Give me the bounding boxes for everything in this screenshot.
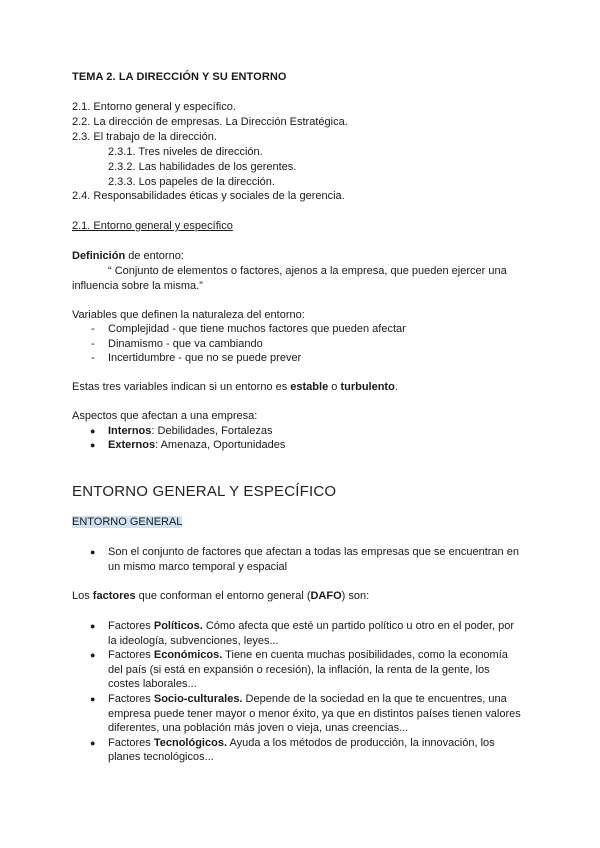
aspect-text: : Amenaza, Oportunidades (155, 439, 286, 451)
factor-text: Tiene en cuenta muchas posibilidades, como la economía (222, 649, 508, 661)
bullet-marker: ● (90, 426, 96, 436)
dafo-term: DAFO (310, 590, 342, 602)
factor-prefix: Factores (108, 620, 154, 632)
factor-item (108, 692, 526, 707)
toc-item: 2.1. Entorno general y específico. (72, 101, 236, 113)
factor-item (108, 648, 526, 663)
general-bullet-line: Son el conjunto de factores que afectan a todas las empresas que se encuentran en (108, 546, 519, 558)
factor-text: Ayuda a los métodos de producción, la innovación, los (227, 737, 495, 749)
document-title: TEMA 2. LA DIRECCIÓN Y SU ENTORNO (72, 71, 287, 83)
factor-name: Tecnológicos. (153, 737, 227, 749)
factor-text-line: la ideología, subvenciones, leyes... (108, 635, 279, 647)
factor-prefix: Factores (108, 737, 154, 749)
factores-term: factores (92, 590, 136, 602)
factor-text-line: planes tecnológicos... (108, 751, 214, 763)
factor-text: Depende de la sociedad en la que te encuentres, una (242, 693, 507, 705)
factor-text-line: costes laborales... (108, 678, 197, 690)
dafo-text: que conforman el entorno general ( (135, 590, 311, 602)
dafo-text: ) son: (341, 590, 370, 602)
stable-term: estable (290, 381, 329, 393)
dash-marker: - (91, 352, 95, 364)
toc-subitem: 2.3.1. Tres niveles de dirección. (108, 146, 263, 158)
conclusion-text: . (394, 381, 398, 393)
factor-text-line: del país (si está en expansión o recesión), la inflación, la renta de la gente, los (108, 664, 490, 676)
bullet-marker: ● (90, 440, 96, 450)
definition-rest: de entorno: (125, 250, 184, 262)
definition-line (72, 249, 532, 264)
turbulent-term: turbulento (340, 381, 395, 393)
factor-item (108, 619, 526, 634)
variable-item: Complejidad - que tiene muchos factores que pueden afectar (108, 323, 406, 335)
variable-item: Dinamismo - que va cambiando (108, 338, 263, 350)
definition-quote-cont: influencia sobre la misma.” (72, 280, 203, 292)
bullet-marker: ● (90, 621, 96, 631)
subheading-line (72, 515, 532, 530)
aspect-label: Externos (108, 439, 156, 451)
aspect-item (108, 438, 568, 453)
heading-2: ENTORNO GENERAL Y ESPECÍFICO (72, 483, 337, 500)
conclusion-text: o (328, 381, 341, 393)
aspect-item (108, 424, 568, 439)
subheading: ENTORNO GENERAL (72, 516, 183, 528)
conclusion-line (72, 380, 532, 395)
factor-text-line: diferentes, una población más joven o vieja, unas creencias... (108, 722, 409, 734)
factor-item (108, 736, 526, 751)
conclusion-text: Estas tres variables indican si un entorno es (72, 381, 291, 393)
definition-quote: “ Conjunto de elementos o factores, ajenos a la empresa, que pueden ejercer una (108, 265, 507, 277)
dash-marker: - (91, 338, 95, 350)
factor-text-line: empresa puede tener mayor o menor éxito, ya que en distintos países tienen valores (108, 708, 521, 720)
factor-name: Políticos. (153, 620, 203, 632)
bullet-marker: ● (90, 694, 96, 704)
bullet-marker: ● (90, 547, 96, 557)
bullet-marker: ● (90, 650, 96, 660)
factor-name: Económicos. (153, 649, 223, 661)
factor-text: Cómo afecta que esté un partido político u otro en el poder, por (202, 620, 515, 632)
general-bullet-line: un mismo marco temporal y espacial (108, 561, 288, 573)
factor-prefix: Factores (108, 693, 154, 705)
toc-item: 2.4. Responsabilidades éticas y sociales de la gerencia. (72, 190, 345, 202)
bullet-marker: ● (90, 738, 96, 748)
toc-item: 2.2. La dirección de empresas. La Dirección Estratégica. (72, 116, 348, 128)
aspects-intro: Aspectos que afectan a una empresa: (72, 410, 258, 422)
dash-marker: - (91, 323, 95, 335)
factor-name: Socio-culturales. (153, 693, 243, 705)
dafo-text: Los (72, 590, 93, 602)
definition-term: Definición (72, 250, 126, 262)
toc-subitem: 2.3.2. Las habilidades de los gerentes. (108, 161, 297, 173)
section-heading: 2.1. Entorno general y específico (72, 220, 233, 232)
variable-item: Incertidumbre - que no se puede prever (108, 352, 302, 364)
dafo-line (72, 589, 532, 604)
aspect-text: : Debilidades, Fortalezas (151, 425, 273, 437)
aspect-label: Internos (108, 425, 152, 437)
factor-prefix: Factores (108, 649, 154, 661)
toc-subitem: 2.3.3. Los papeles de la dirección. (108, 176, 275, 188)
variables-intro: Variables que definen la naturaleza del entorno: (72, 309, 305, 321)
toc-item: 2.3. El trabajo de la dirección. (72, 131, 217, 143)
